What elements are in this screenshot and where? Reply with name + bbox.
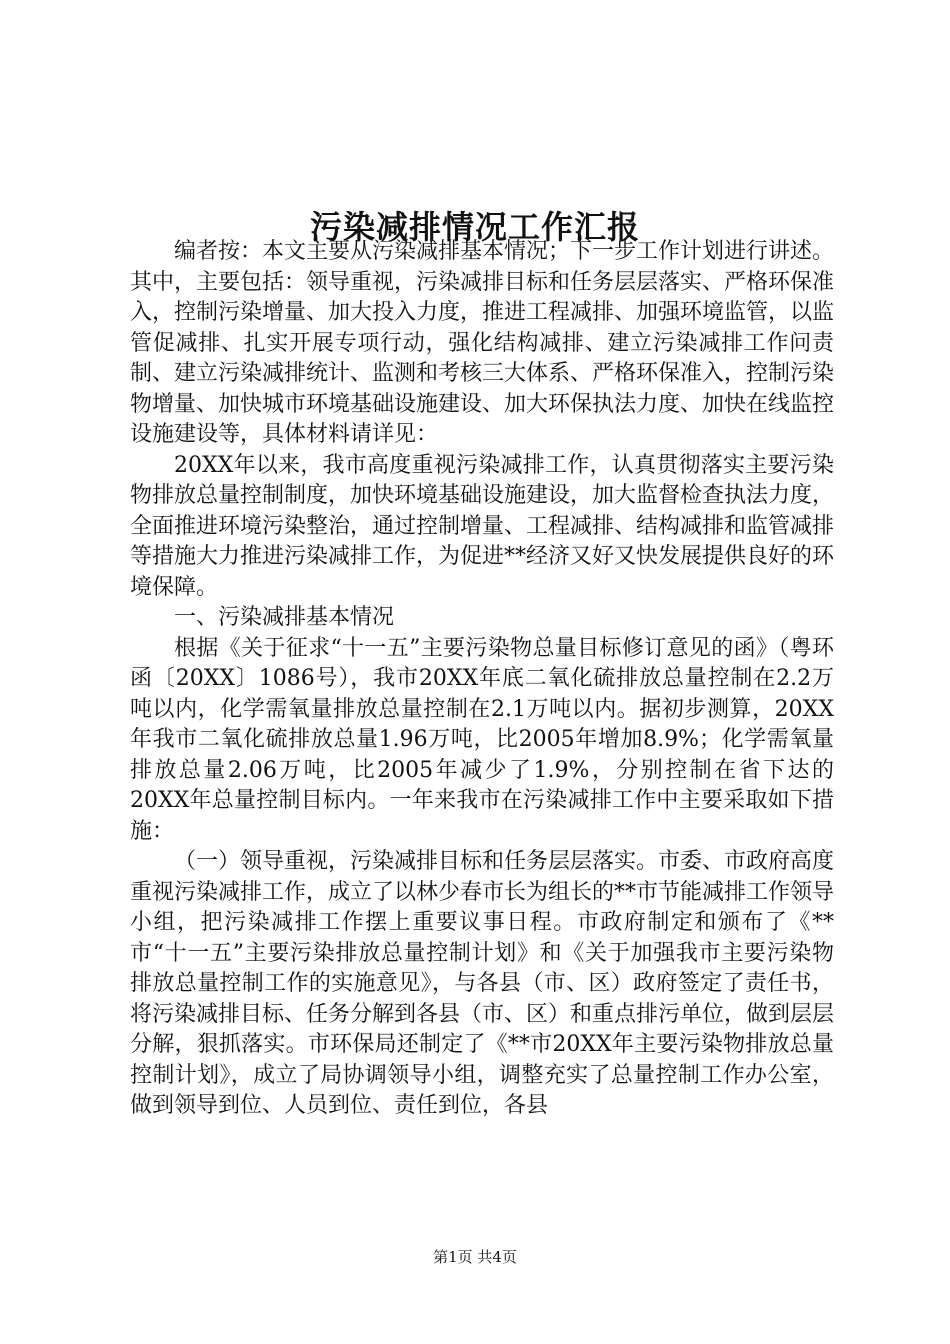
measure-one-paragraph: （一）领导重视，污染减排目标和任务层层落实。市委、市政府高度重视污染减排工作，成立了以林少春市长为组长的**市节能减排工作领导小组，把污染减排工作摆上重要议事日程。市政府制定和颁布了《**市“十一五”主要污染排放总量控制计划》和《关于加强我市主要污染物排放总量控制工作的实施意见》，与各县（市、区）政府签定了责任书，将污染减排目标、任务分解到各县（市、区）和重点排污单位，做到层层分解，狠抓落实。市环保局还制定了《**市20XX年主要污染物排放总量控制计划》，成立了局协调领导小组，调整充实了总量控制工作办公室，做到领导到位、人员到位、责任到位，各县: [130, 849, 835, 1118]
page-footer: 第1页 共4页: [433, 1248, 517, 1266]
section-heading: 一、污染减排基本情况: [174, 605, 395, 630]
basic-situation-paragraph: 根据《关于征求“十一五”主要污染物总量目标修订意见的函》（粤环函〔20XX〕1086号），我市20XX年底二氧化硫排放总量控制在2.2万吨以内，化学需氧量排放总量控制在2.1万吨以内。据初步测算，20XX年我市二氧化硫排放总量1.96万吨，比2005年增加8.9%；化学需氧量排放总量2.06万吨，比2005年减少了1.9%，分别控制在省下达的20XX年总量控制目标内。一年来我市在污染减排工作中主要采取如下措施：: [130, 635, 834, 844]
document-title: 污染减排情况工作汇报: [309, 208, 640, 247]
intro-paragraph: 20XX年以来，我市高度重视污染减排工作，认真贯彻落实主要污染物排放总量控制制度，加快环境基础设施建设，加大监督检查执法力度，全面推进环境污染整治，通过控制增量、工程减排、结构减排和监管减排等措施大力推进污染减排工作，为促进**经济又好又快发展提供良好的环境保障。: [130, 452, 835, 600]
document-body: [130, 237, 834, 1122]
editor-note-paragraph: 编者按：本文主要从污染减排基本情况；下一步工作计划进行讲述。其中，主要包括：领导重视，污染减排目标和任务层层落实、严格环保准入，控制污染增量、加大投入力度，推进工程减排、加强环境监管，以监管促减排、扎实开展专项行动，强化结构减排、建立污染减排工作问责制、建立污染减排统计、监测和考核三大体系、严格环保准入，控制污染物增量、加快城市环境基础设施建设、加大环保执法力度、加快在线监控设施建设等，具体材料请详见：: [130, 239, 835, 447]
